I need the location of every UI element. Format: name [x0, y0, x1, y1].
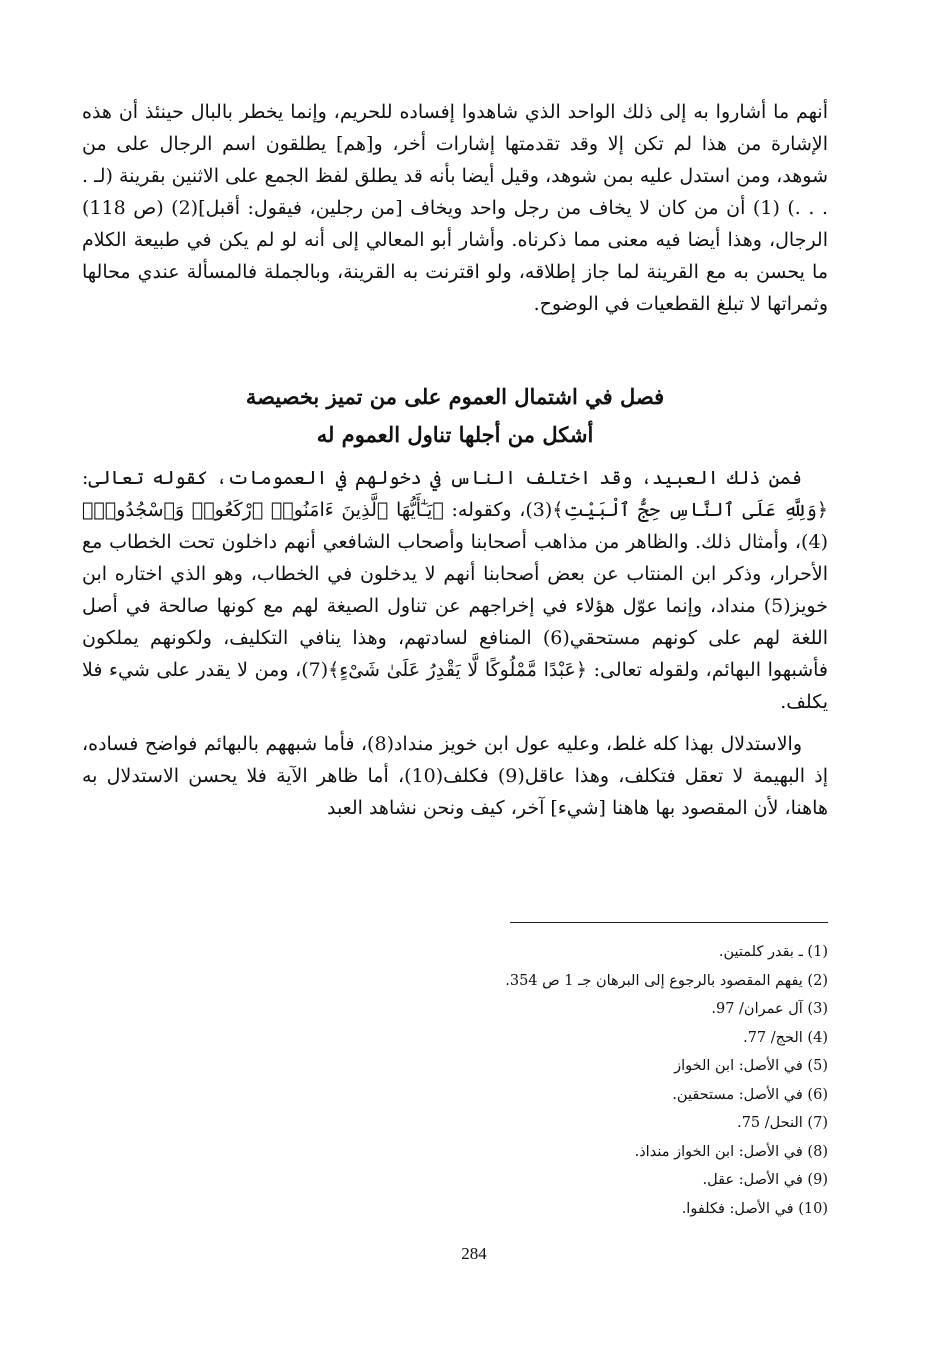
footnote: (3) آل عمران/ 97. — [711, 1001, 828, 1017]
footnote: (10) في الأصل: فكلفوا. — [681, 1200, 828, 1217]
footnote: (5) في الأصل: ابن الخواز — [674, 1058, 828, 1074]
paragraph-refutation: والاستدلال بهذا كله غلط، وعليه عول ابن خويز منداد(8)، فأما شبههم بالبهائم فواضح فساده، إذ البهيمة لا تعقل فتكلف، وهذا عاقل(9) فكلف(10)، أما ظاهر الآية فلا يحسن الاستدلال به هاهنا، لأن المقصود بها هاهنا [شيء] آخر، كيف ونحن نشاهد العبد — [82, 733, 828, 819]
footnote: (2) يفهم المقصود بالرجوع إلى البرهان جـ 1 ص 354. — [505, 972, 828, 989]
paragraph-continuation: أنهم ما أشاروا به إلى ذلك الواحد الذي شاهدوا إفساده للحريم، وإنما يخطر بالبال حينئذ أن هذه الإشارة من هذا لم تكن إلا وقد تقدمتها إشارات أخر، و[هم] يطلقون اسم الرجال على من شوهد، ومن استدل عليه بمن شوهد، وقيل أيضا بأنه قد يطلق لفظ الجمع على الاثنين بقرينة (لـ . . . .) (1) أن من كان لا يخاف من رجل واحد ويخاف [من رجلين، فيقول: أقبل](2) (ص 118) الرجال، وهذا أيضا فيه معنى مما ذكرناه. وأشار أبو المعالي إلى أنه لو لم يكن في طبيعة الكلام ما يحسن به مع القرينة لما جاز إطلاقه، ولو اقترنت به القرينة، وبالجملة فالمسألة عندي محالها وثمراتها لا تبلغ القطعيات في الوضوح. — [82, 101, 829, 315]
footnote: (8) في الأصل: ابن الخواز منداذ. — [634, 1143, 828, 1160]
page-number: 284 — [461, 1244, 487, 1263]
section-heading-line-2: أشكل من أجلها تناول العموم له — [316, 422, 594, 447]
footnote: (6) في الأصل: مستحقين. — [672, 1086, 828, 1103]
footnote-separator — [510, 922, 828, 923]
footnote: (1) ـ بقدر كلمتين. — [718, 944, 828, 960]
footnotes — [408, 938, 828, 1223]
section-heading-line-1: فصل في اشتمال العموم على من تميز بخصيصة — [245, 384, 665, 409]
footnote: (9) في الأصل: عقل. — [702, 1172, 828, 1188]
footnote: (7) النحل/ 75. — [737, 1115, 828, 1131]
paragraph-slaves: فمن ذلك العبيد، وقد اختلف الناس في دخولهم في العمومات، كقوله تعالى: ﴿وَلِلَّهِ عَلَى ٱلنَّاسِ حِجُّ ٱلْبَيْتِ﴾(3)، وكقوله: ﴿يَـٰٓأَيُّهَا ٱلَّذِينَ ءَامَنُوا۟ ٱرْكَعُوا۟ وَٱسْجُدُوا۟﴾(4)، وأمثال ذلك. والظاهر من مذاهب أصحابنا وأصحاب الشافعي أنهم داخلون تحت الخطاب مع الأحرار، وذكر ابن المنتاب عن بعض أصحابنا أنهم لا يدخلون في الخطاب، وهو الذي اختاره ابن خويز(5) منداد، وإنما عوّل هؤلاء في إخراجهم عن تناول الصيغة لهم مع كونها صالحة في أصل اللغة لهم على كونهم مستحقي(6) المنافع لسادتهم، وهذا ينافي التكليف، ولكونهم يملكون فأشبهوا البهائم، ولقوله تعالى: ﴿عَبْدًا مَّمْلُوكًا لَّا يَقْدِرُ عَلَىٰ شَىْءٍ﴾(7)، ومن لا يقدر على شيء فلا يكلف. — [82, 467, 828, 713]
spacer — [82, 320, 828, 378]
footnote: (4) الحج/ 77. — [743, 1029, 828, 1046]
page-body — [82, 96, 828, 824]
